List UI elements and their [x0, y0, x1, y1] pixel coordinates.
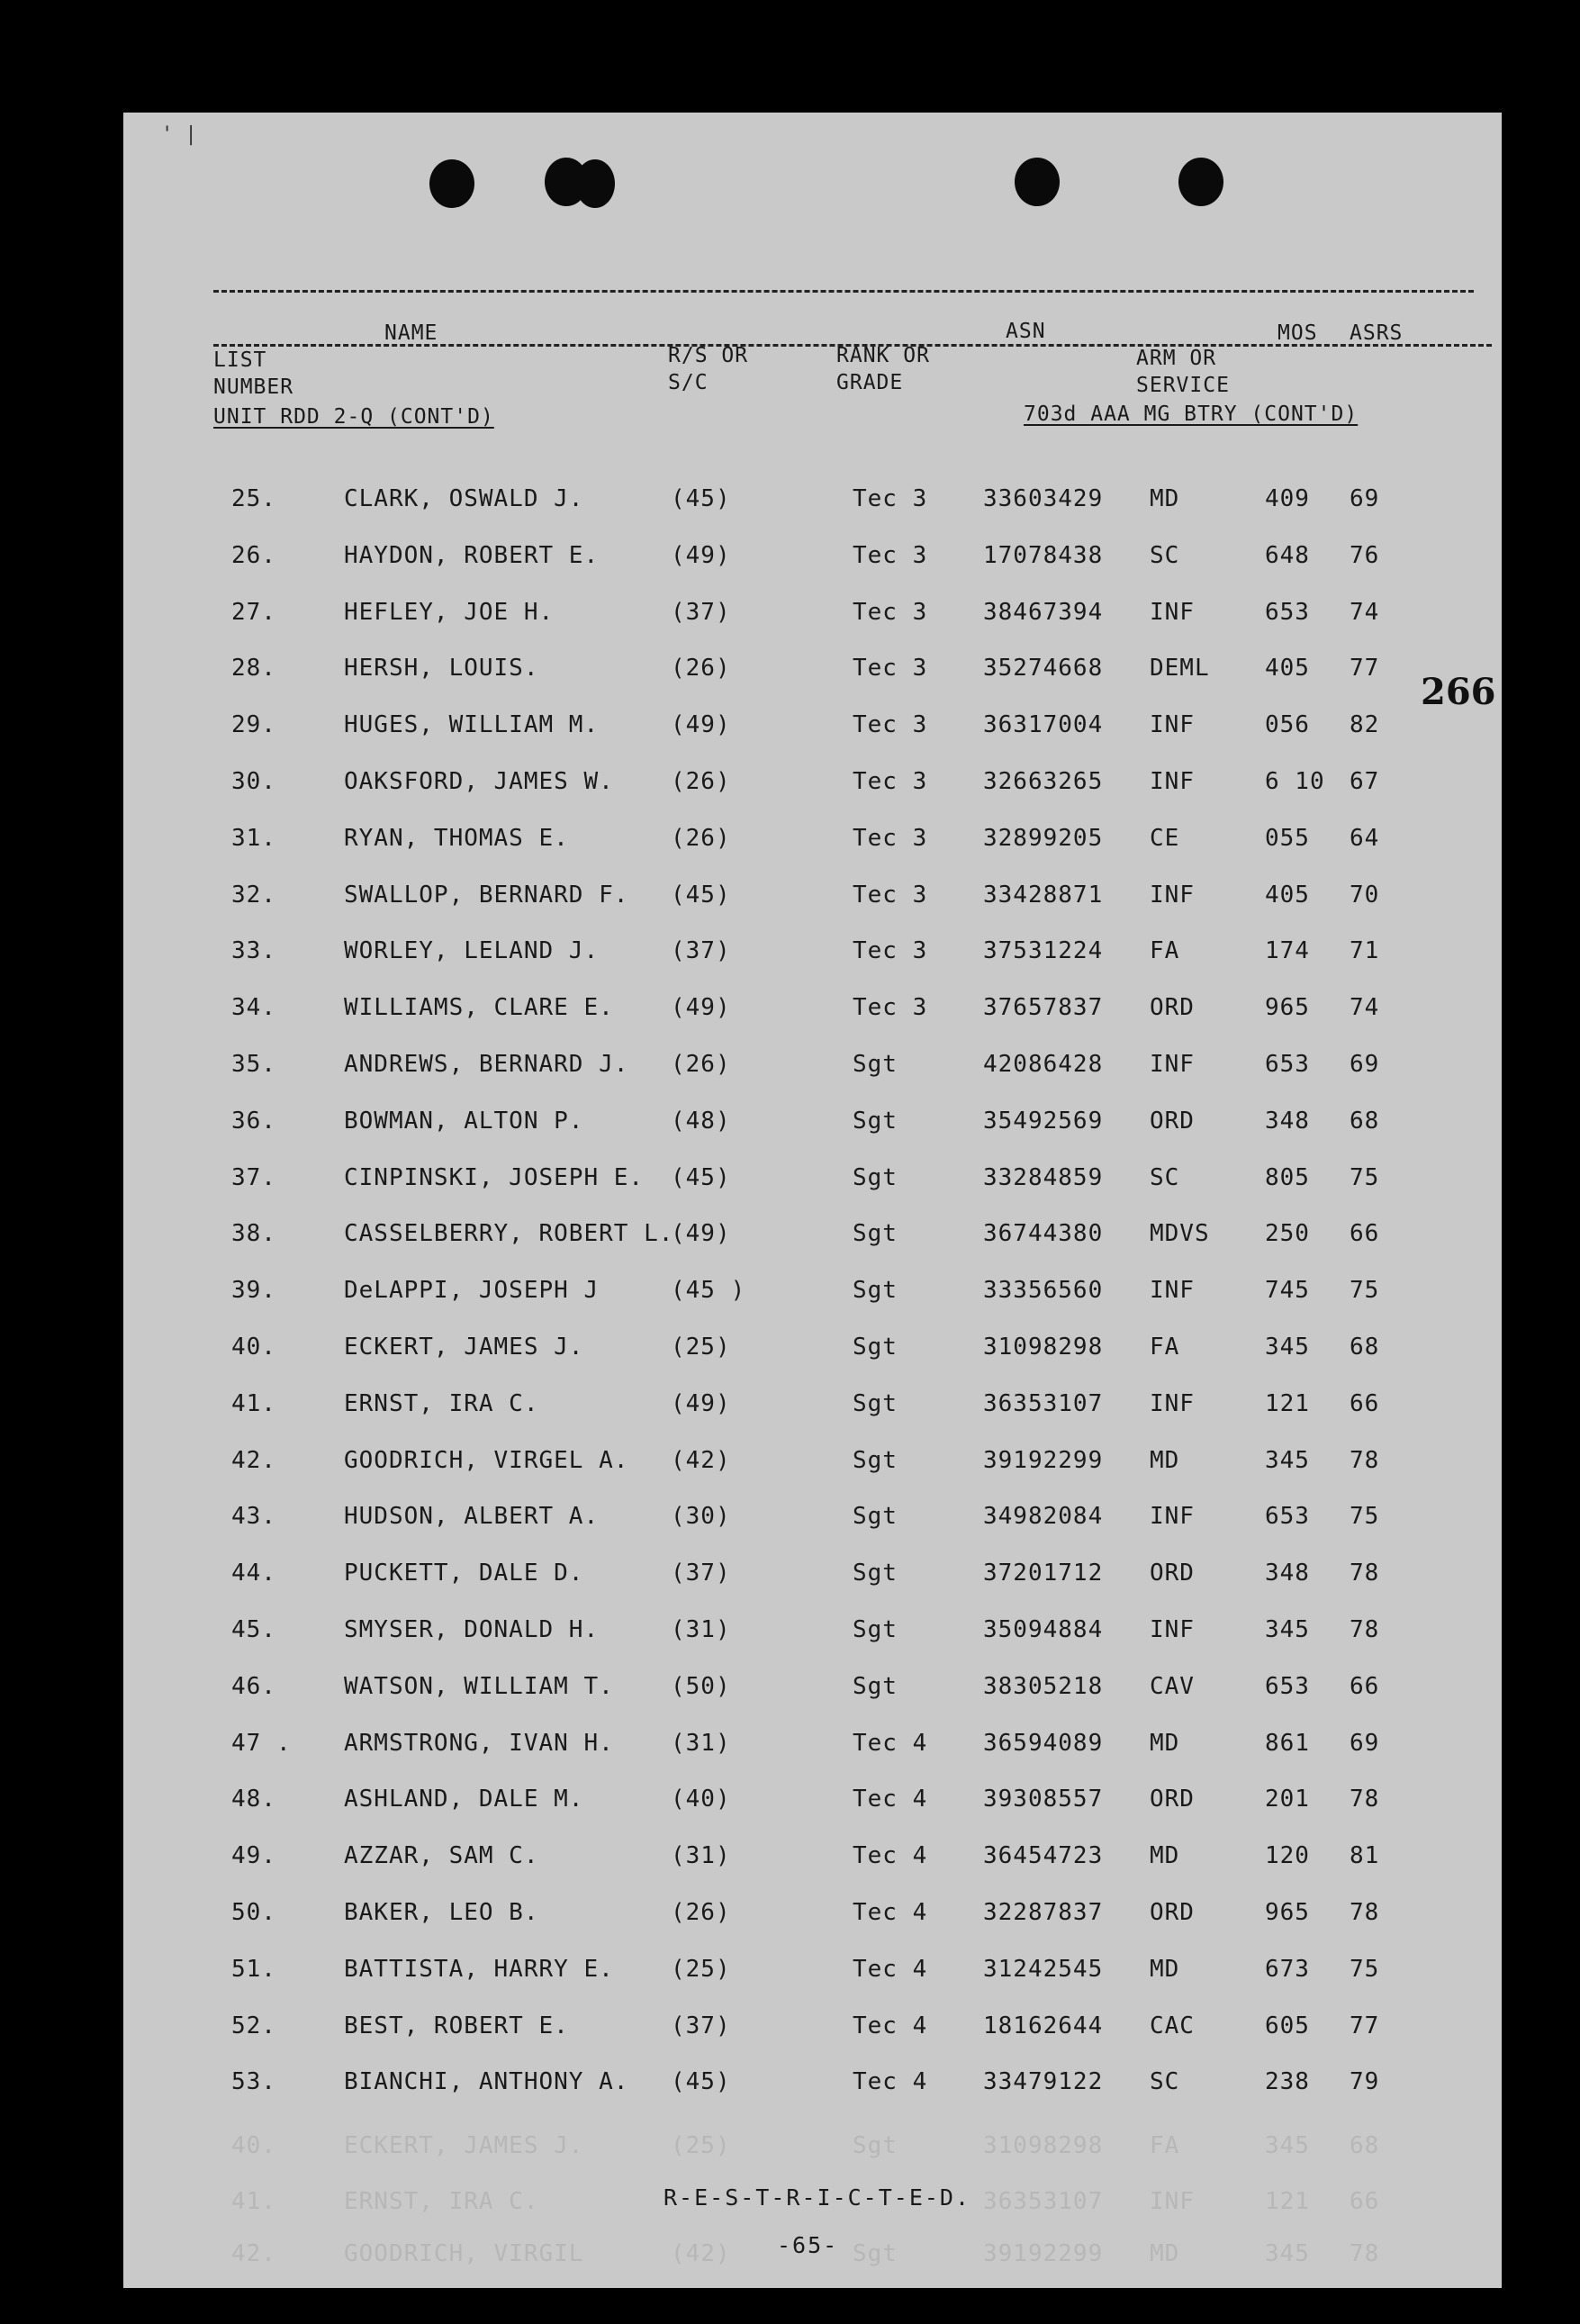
asn-number: 36594089 — [983, 1729, 1104, 1757]
asrs-score: 74 — [1350, 598, 1380, 626]
asn-number: 33284859 — [983, 1163, 1104, 1191]
person-name: GOODRICH, VIRGEL A. — [344, 1446, 629, 1474]
asrs-score: 71 — [1350, 937, 1380, 965]
asrs-score: 74 — [1350, 994, 1380, 1022]
faded-asrs-score: 68 — [1350, 2132, 1380, 2159]
mos-code: 648 — [1265, 541, 1310, 569]
faded-asn-number: 31098298 — [983, 2132, 1104, 2159]
asn-number: 31242545 — [983, 1955, 1104, 1983]
mos-code: 345 — [1265, 1334, 1310, 1361]
mos-code: 653 — [1265, 1051, 1310, 1078]
asrs-score: 78 — [1350, 1616, 1380, 1643]
list-number: 47 . — [231, 1729, 292, 1757]
rs-sc-code: (31) — [671, 1729, 731, 1757]
rs-sc-code: (40) — [671, 1786, 731, 1813]
list-number: 46. — [231, 1672, 276, 1700]
rank-grade: Tec 3 — [853, 655, 928, 683]
person-name: BATTISTA, HARRY E. — [344, 1955, 614, 1983]
arm-service: INF — [1150, 1051, 1195, 1078]
faded-person-name: ECKERT, JAMES J. — [344, 2132, 584, 2159]
list-number: 50. — [231, 1899, 276, 1926]
person-name: HEFLEY, JOE H. — [344, 598, 555, 626]
asrs-score: 77 — [1350, 655, 1380, 683]
person-name: SWALLOP, BERNARD F. — [344, 881, 629, 909]
rank-grade: Tec 4 — [853, 1955, 928, 1983]
col-header-list-number: LIST NUMBER — [213, 348, 294, 399]
list-number: 41. — [231, 1389, 276, 1417]
faded-rank-grade: Sgt — [853, 2240, 898, 2267]
asn-number: 35094884 — [983, 1616, 1104, 1643]
mos-code: 6 10 — [1265, 768, 1325, 795]
arm-service: MD — [1150, 1729, 1180, 1757]
punch-hole — [575, 159, 615, 208]
rs-sc-code: (26) — [671, 824, 731, 852]
list-number: 43. — [231, 1503, 276, 1531]
asrs-score: 69 — [1350, 1729, 1380, 1757]
mos-code: 250 — [1265, 1220, 1310, 1248]
arm-service: ORD — [1150, 1107, 1195, 1135]
asrs-score: 70 — [1350, 881, 1380, 909]
asrs-score: 75 — [1350, 1955, 1380, 1983]
rank-grade: Tec 4 — [853, 1899, 928, 1926]
person-name: HUGES, WILLIAM M. — [344, 711, 600, 739]
rs-sc-code: (25) — [671, 1955, 731, 1983]
list-number: 52. — [231, 2012, 276, 2039]
rs-sc-code: (37) — [671, 598, 731, 626]
asrs-score: 75 — [1350, 1503, 1380, 1531]
faded-asn-number: 39192299 — [983, 2240, 1104, 2267]
rank-grade: Sgt — [853, 1220, 898, 1248]
person-name: CLARK, OSWALD J. — [344, 485, 584, 512]
rank-grade: Tec 4 — [853, 2068, 928, 2096]
rs-sc-code: (26) — [671, 768, 731, 795]
mos-code: 405 — [1265, 655, 1310, 683]
rank-grade: Tec 3 — [853, 541, 928, 569]
arm-service: DEML — [1150, 655, 1210, 683]
faded-asrs-score: 78 — [1350, 2240, 1380, 2267]
mos-code: 405 — [1265, 881, 1310, 909]
rank-grade: Sgt — [853, 1107, 898, 1135]
arm-service: FA — [1150, 1334, 1180, 1361]
rank-grade: Tec 3 — [853, 711, 928, 739]
list-number: 48. — [231, 1786, 276, 1813]
rs-sc-code: (42) — [671, 1446, 731, 1474]
rs-sc-code: (37) — [671, 937, 731, 965]
rs-sc-code: (45 ) — [671, 1277, 746, 1305]
list-number: 49. — [231, 1842, 276, 1870]
mos-code: 965 — [1265, 1899, 1310, 1926]
person-name: CINPINSKI, JOSEPH E. — [344, 1163, 645, 1191]
rs-sc-code: (49) — [671, 1389, 731, 1417]
faded-mos-code: 121 — [1265, 2188, 1310, 2215]
arm-service: MD — [1150, 1955, 1180, 1983]
person-name: ERNST, IRA C. — [344, 1389, 539, 1417]
rank-grade: Sgt — [853, 1503, 898, 1531]
rs-sc-code: (45) — [671, 1163, 731, 1191]
mos-code: 345 — [1265, 1446, 1310, 1474]
rank-grade: Tec 4 — [853, 1786, 928, 1813]
person-name: HERSH, LOUIS. — [344, 655, 539, 683]
asrs-score: 78 — [1350, 1899, 1380, 1926]
asrs-score: 67 — [1350, 768, 1380, 795]
col-header-asn: ASN — [1006, 320, 1046, 343]
asrs-score: 64 — [1350, 824, 1380, 852]
rs-sc-code: (26) — [671, 1899, 731, 1926]
asn-number: 33479122 — [983, 2068, 1104, 2096]
arm-service: INF — [1150, 1503, 1195, 1531]
asrs-score: 77 — [1350, 2012, 1380, 2039]
person-name: AZZAR, SAM C. — [344, 1842, 539, 1870]
rank-grade: Sgt — [853, 1334, 898, 1361]
arm-service: INF — [1150, 598, 1195, 626]
list-number: 25. — [231, 485, 276, 512]
rs-sc-code: (49) — [671, 711, 731, 739]
mos-code: 745 — [1265, 1277, 1310, 1305]
person-name: BIANCHI, ANTHONY A. — [344, 2068, 629, 2096]
faded-mos-code: 345 — [1265, 2132, 1310, 2159]
person-name: ECKERT, JAMES J. — [344, 1334, 584, 1361]
col-header-mos: MOS — [1278, 321, 1318, 345]
list-number: 51. — [231, 1955, 276, 1983]
person-name: RYAN, THOMAS E. — [344, 824, 569, 852]
rank-grade: Sgt — [853, 1616, 898, 1643]
faded-asrs-score: 66 — [1350, 2188, 1380, 2215]
arm-service: ORD — [1150, 1899, 1195, 1926]
rs-sc-code: (49) — [671, 994, 731, 1022]
rank-grade: Tec 4 — [853, 2012, 928, 2039]
asrs-score: 66 — [1350, 1220, 1380, 1248]
arm-service: SC — [1150, 541, 1180, 569]
mos-code: 673 — [1265, 1955, 1310, 1983]
rs-sc-code: (49) — [671, 541, 731, 569]
faded-rs-sc-code: (25) — [671, 2132, 731, 2159]
person-name: PUCKETT, DALE D. — [344, 1560, 584, 1587]
battery-designation: 703d AAA MG BTRY (CONT'D) — [1024, 402, 1359, 426]
person-name: BOWMAN, ALTON P. — [344, 1107, 584, 1135]
asrs-score: 76 — [1350, 541, 1380, 569]
asrs-score: 82 — [1350, 711, 1380, 739]
rank-grade: Sgt — [853, 1446, 898, 1474]
person-name: HUDSON, ALBERT A. — [344, 1503, 600, 1531]
arm-service: SC — [1150, 2068, 1180, 2096]
mos-code: 653 — [1265, 1672, 1310, 1700]
list-number: 42. — [231, 1446, 276, 1474]
rank-grade: Tec 3 — [853, 937, 928, 965]
asn-number: 36454723 — [983, 1842, 1104, 1870]
rs-sc-code: (30) — [671, 1503, 731, 1531]
rs-sc-code: (45) — [671, 881, 731, 909]
asn-number: 39192299 — [983, 1446, 1104, 1474]
rs-sc-code: (31) — [671, 1842, 731, 1870]
arm-service: MD — [1150, 485, 1180, 512]
asrs-score: 78 — [1350, 1786, 1380, 1813]
list-number: 27. — [231, 598, 276, 626]
rank-grade: Sgt — [853, 1277, 898, 1305]
rank-grade: Sgt — [853, 1672, 898, 1700]
faded-list-number: 40. — [231, 2132, 276, 2159]
person-name: WILLIAMS, CLARE E. — [344, 994, 614, 1022]
asn-number: 32663265 — [983, 768, 1104, 795]
rs-sc-code: (26) — [671, 1051, 731, 1078]
person-name: ANDREWS, BERNARD J. — [344, 1051, 629, 1078]
punch-hole — [1178, 158, 1223, 206]
faded-arm-service: MD — [1150, 2240, 1180, 2267]
person-name: WATSON, WILLIAM T. — [344, 1672, 614, 1700]
mos-code: 056 — [1265, 711, 1310, 739]
mos-code: 605 — [1265, 2012, 1310, 2039]
arm-service: CAC — [1150, 2012, 1195, 2039]
asn-number: 35492569 — [983, 1107, 1104, 1135]
col-header-name: NAME — [384, 321, 438, 345]
rank-grade: Tec 3 — [853, 768, 928, 795]
rank-grade: Tec 4 — [853, 1729, 928, 1757]
asn-number: 38467394 — [983, 598, 1104, 626]
asn-number: 33428871 — [983, 881, 1104, 909]
faded-rs-sc-code: (42) — [671, 2240, 731, 2267]
rs-sc-code: (45) — [671, 2068, 731, 2096]
rank-grade: Tec 3 — [853, 824, 928, 852]
arm-service: ORD — [1150, 1560, 1195, 1587]
asn-number: 36353107 — [983, 1389, 1104, 1417]
mos-code: 653 — [1265, 1503, 1310, 1531]
page-number: -65- — [777, 2232, 839, 2258]
list-number: 30. — [231, 768, 276, 795]
rs-sc-code: (48) — [671, 1107, 731, 1135]
faded-mos-code: 345 — [1265, 2240, 1310, 2267]
arm-service: INF — [1150, 1616, 1195, 1643]
rank-grade: Sgt — [853, 1163, 898, 1191]
list-number: 40. — [231, 1334, 276, 1361]
rs-sc-code: (45) — [671, 485, 731, 512]
list-number: 53. — [231, 2068, 276, 2096]
list-number: 35. — [231, 1051, 276, 1078]
asrs-score: 79 — [1350, 2068, 1380, 2096]
rank-grade: Tec 3 — [853, 881, 928, 909]
person-name: OAKSFORD, JAMES W. — [344, 768, 614, 795]
rs-sc-code: (37) — [671, 1560, 731, 1587]
arm-service: INF — [1150, 711, 1195, 739]
margin-page-number: 266 — [1421, 671, 1496, 713]
asn-number: 39308557 — [983, 1786, 1104, 1813]
corner-mark: ' | — [161, 123, 197, 146]
person-name: ARMSTRONG, IVAN H. — [344, 1729, 614, 1757]
asn-number: 35274668 — [983, 655, 1104, 683]
list-number: 38. — [231, 1220, 276, 1248]
mos-code: 055 — [1265, 824, 1310, 852]
asrs-score: 69 — [1350, 485, 1380, 512]
faded-arm-service: FA — [1150, 2132, 1180, 2159]
asrs-score: 66 — [1350, 1389, 1380, 1417]
rank-grade: Tec 3 — [853, 598, 928, 626]
person-name: BAKER, LEO B. — [344, 1899, 539, 1926]
person-name: HAYDON, ROBERT E. — [344, 541, 600, 569]
arm-service: CE — [1150, 824, 1180, 852]
arm-service: MD — [1150, 1842, 1180, 1870]
asrs-score: 69 — [1350, 1051, 1380, 1078]
list-number: 45. — [231, 1616, 276, 1643]
person-name: ASHLAND, DALE M. — [344, 1786, 584, 1813]
asn-number: 42086428 — [983, 1051, 1104, 1078]
list-number: 44. — [231, 1560, 276, 1587]
col-header-asrs: ASRS — [1350, 321, 1404, 345]
arm-service: FA — [1150, 937, 1180, 965]
punch-hole — [1015, 158, 1060, 206]
asrs-score: 75 — [1350, 1277, 1380, 1305]
mos-code: 805 — [1265, 1163, 1310, 1191]
asn-number: 37201712 — [983, 1560, 1104, 1587]
asrs-score: 75 — [1350, 1163, 1380, 1191]
asn-number: 18162644 — [983, 2012, 1104, 2039]
asrs-score: 68 — [1350, 1334, 1380, 1361]
faded-list-number: 41. — [231, 2188, 276, 2215]
arm-service: INF — [1150, 881, 1195, 909]
list-number: 34. — [231, 994, 276, 1022]
person-name: BEST, ROBERT E. — [344, 2012, 569, 2039]
rs-sc-code: (49) — [671, 1220, 731, 1248]
asn-number: 37531224 — [983, 937, 1104, 965]
rank-grade: Sgt — [853, 1560, 898, 1587]
mos-code: 861 — [1265, 1729, 1310, 1757]
col-header-rs-sc: R/S OR S/C — [668, 344, 749, 394]
asn-number: 31098298 — [983, 1334, 1104, 1361]
mos-code: 120 — [1265, 1842, 1310, 1870]
person-name: DeLAPPI, JOSEPH J — [344, 1277, 600, 1305]
mos-code: 409 — [1265, 485, 1310, 512]
mos-code: 348 — [1265, 1107, 1310, 1135]
faded-person-name: ERNST, IRA C. — [344, 2188, 539, 2215]
person-name: CASSELBERRY, ROBERT L. — [344, 1220, 674, 1248]
mos-code: 121 — [1265, 1389, 1310, 1417]
mos-code: 238 — [1265, 2068, 1310, 2096]
list-number: 28. — [231, 655, 276, 683]
list-number: 33. — [231, 937, 276, 965]
asrs-score: 66 — [1350, 1672, 1380, 1700]
col-header-arm-service: ARM OR SERVICE — [1136, 347, 1230, 397]
mos-code: 348 — [1265, 1560, 1310, 1587]
arm-service: ORD — [1150, 994, 1195, 1022]
rank-grade: Sgt — [853, 1051, 898, 1078]
asrs-score: 78 — [1350, 1560, 1380, 1587]
asn-number: 37657837 — [983, 994, 1104, 1022]
asn-number: 36744380 — [983, 1220, 1104, 1248]
asn-number: 32899205 — [983, 824, 1104, 852]
rs-sc-code: (31) — [671, 1616, 731, 1643]
asrs-score: 78 — [1350, 1446, 1380, 1474]
mos-code: 965 — [1265, 994, 1310, 1022]
arm-service: INF — [1150, 1389, 1195, 1417]
rs-sc-code: (37) — [671, 2012, 731, 2039]
faded-arm-service: INF — [1150, 2188, 1195, 2215]
asn-number: 33356560 — [983, 1277, 1104, 1305]
arm-service: INF — [1150, 1277, 1195, 1305]
list-number: 32. — [231, 881, 276, 909]
faded-list-number: 42. — [231, 2240, 276, 2267]
punch-hole — [429, 159, 474, 208]
rank-grade: Sgt — [853, 1389, 898, 1417]
asrs-score: 81 — [1350, 1842, 1380, 1870]
asn-number: 33603429 — [983, 485, 1104, 512]
asrs-score: 68 — [1350, 1107, 1380, 1135]
document-page — [123, 113, 1502, 2288]
arm-service: MD — [1150, 1446, 1180, 1474]
rank-grade: Tec 4 — [853, 1842, 928, 1870]
arm-service: CAV — [1150, 1672, 1195, 1700]
rank-grade: Tec 3 — [853, 994, 928, 1022]
asn-number: 36317004 — [983, 711, 1104, 739]
list-number: 29. — [231, 711, 276, 739]
mos-code: 201 — [1265, 1786, 1310, 1813]
list-number: 37. — [231, 1163, 276, 1191]
list-number: 39. — [231, 1277, 276, 1305]
arm-service: SC — [1150, 1163, 1180, 1191]
asn-number: 38305218 — [983, 1672, 1104, 1700]
faded-rank-grade: Sgt — [853, 2132, 898, 2159]
faded-person-name: GOODRICH, VIRGIL — [344, 2240, 584, 2267]
person-name: WORLEY, LELAND J. — [344, 937, 600, 965]
mos-code: 653 — [1265, 598, 1310, 626]
classification-mark: R-E-S-T-R-I-C-T-E-D. — [664, 2184, 971, 2211]
person-name: SMYSER, DONALD H. — [344, 1616, 600, 1643]
rs-sc-code: (25) — [671, 1334, 731, 1361]
rs-sc-code: (26) — [671, 655, 731, 683]
unit-designation: UNIT RDD 2-Q (CONT'D) — [213, 405, 494, 429]
list-number: 36. — [231, 1107, 276, 1135]
asn-number: 17078438 — [983, 541, 1104, 569]
asn-number: 34982084 — [983, 1503, 1104, 1531]
rs-sc-code: (50) — [671, 1672, 731, 1700]
arm-service: ORD — [1150, 1786, 1195, 1813]
arm-service: INF — [1150, 768, 1195, 795]
rank-grade: Tec 3 — [853, 485, 928, 512]
list-number: 31. — [231, 824, 276, 852]
col-header-rank-grade: RANK OR GRADE — [836, 344, 930, 394]
asn-number: 32287837 — [983, 1899, 1104, 1926]
arm-service: MDVS — [1150, 1220, 1210, 1248]
mos-code: 174 — [1265, 937, 1310, 965]
mos-code: 345 — [1265, 1616, 1310, 1643]
list-number: 26. — [231, 541, 276, 569]
faded-asn-number: 36353107 — [983, 2188, 1104, 2215]
